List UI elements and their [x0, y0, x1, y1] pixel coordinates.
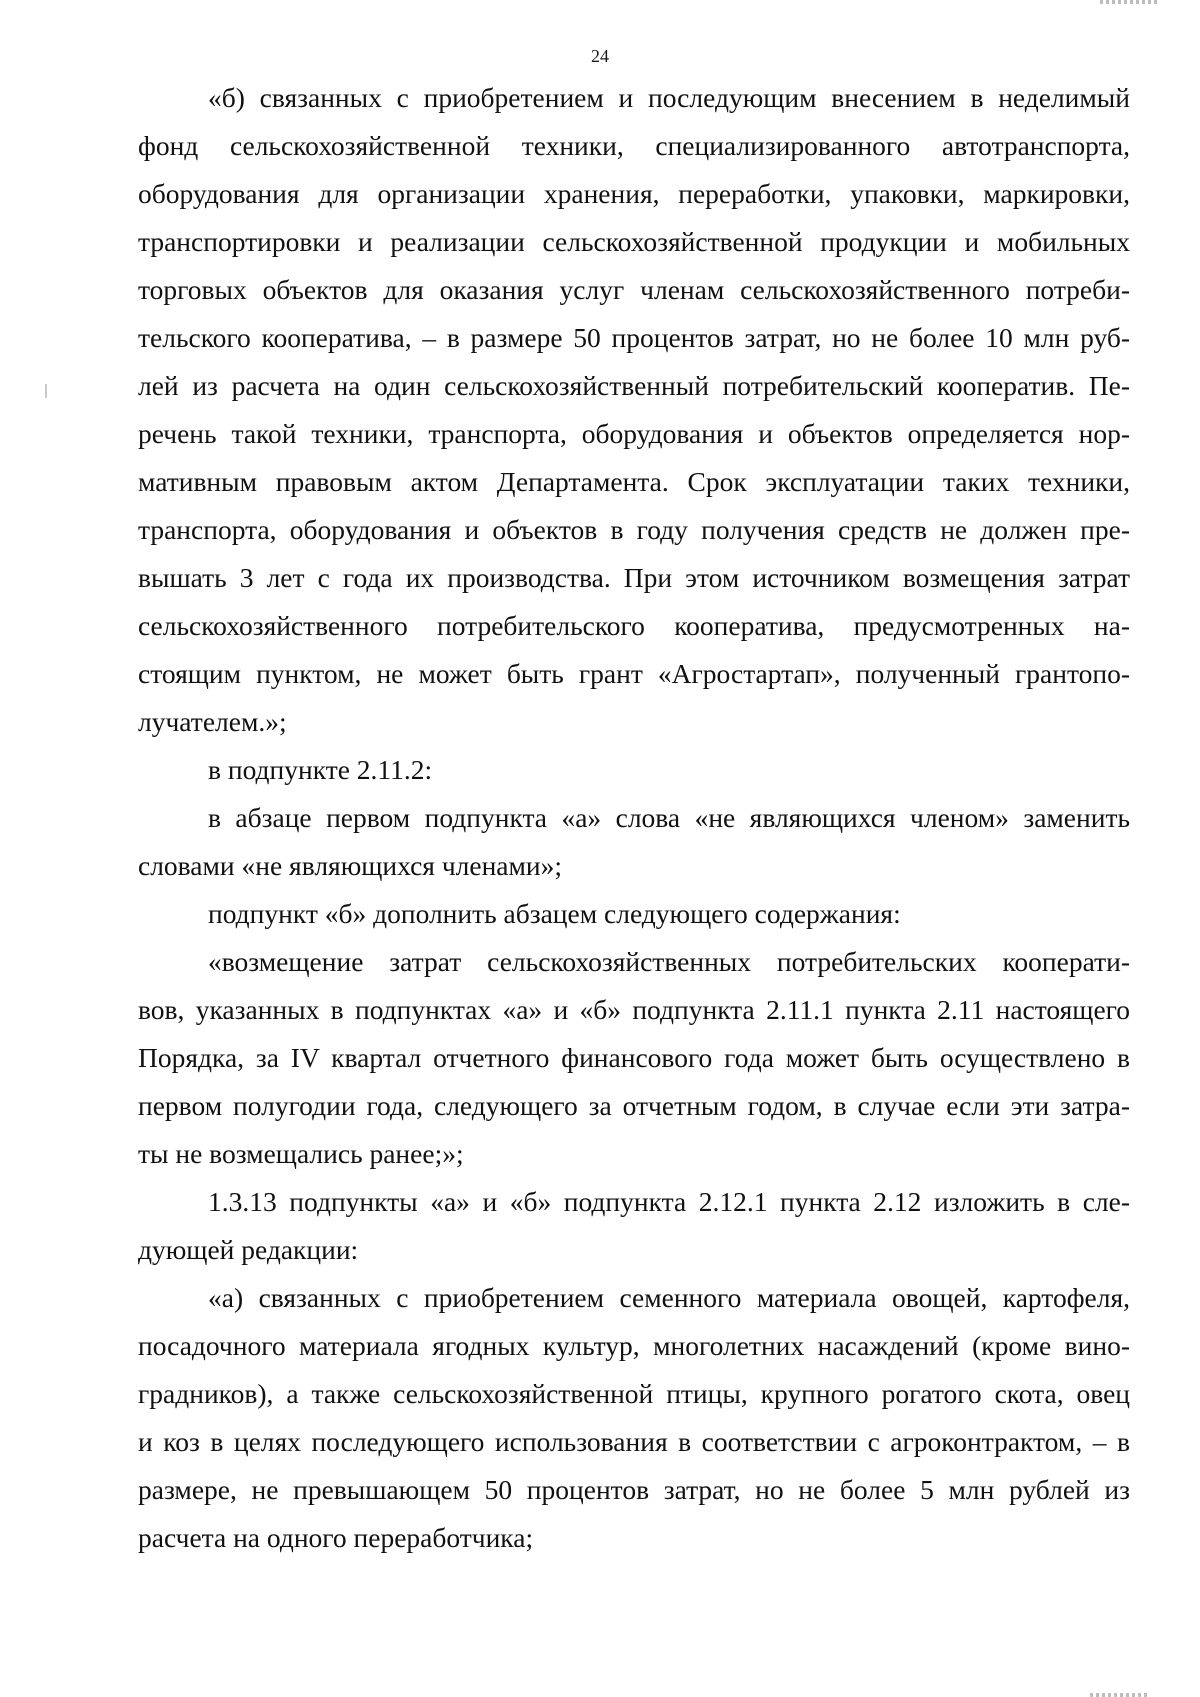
text-line: мативным правовым актом Департамента. Срок эксплуатации таких техники, — [138, 466, 1130, 497]
text-line: размере, не превышающем 50 процентов затрат, но не более 5 млн рублей из — [138, 1474, 1130, 1505]
paragraph — [138, 938, 1130, 1178]
text-line: тельского кооператива, – в размере 50 процентов затрат, но не более 10 млн руб- — [138, 322, 1130, 353]
text-line: 1.3.13 подпункты «а» и «б» подпункта 2.12.1 пункта 2.12 изложить в сле- — [208, 1186, 1130, 1217]
text-line: первом полугодии года, следующего за отчетным годом, в случае если эти затра- — [138, 1090, 1130, 1121]
paragraph — [138, 890, 1130, 938]
text-line: стоящим пунктом, не может быть грант «Агростартап», полученный грантопо- — [138, 658, 1130, 689]
text-line: вышать 3 лет с года их производства. При этом источником возмещения затрат — [138, 562, 1130, 593]
text-line: торговых объектов для оказания услуг членам сельскохозяйственного потреби- — [138, 274, 1130, 305]
text-line: подпункт «б» дополнить абзацем следующего содержания: — [208, 898, 901, 929]
text-line: посадочного материала ягодных культур, многолетних насаждений (кроме вино- — [138, 1330, 1130, 1361]
text-line: градников), а также сельскохозяйственной птицы, крупного рогатого скота, овец — [138, 1378, 1130, 1409]
paragraph — [138, 74, 1130, 746]
text-line: расчета на одного переработчика; — [138, 1522, 534, 1553]
text-line: «а) связанных с приобретением семенного материала овощей, картофеля, — [208, 1282, 1130, 1313]
text-line: транспорта, оборудования и объектов в году получения средств не должен пре- — [138, 514, 1130, 545]
text-line: лей из расчета на один сельскохозяйственный потребительский кооператив. Пе- — [138, 370, 1130, 401]
text-line: дующей редакции: — [138, 1234, 359, 1265]
paragraph — [138, 794, 1130, 890]
text-line: оборудования для организации хранения, переработки, упаковки, маркировки, — [138, 178, 1130, 209]
paragraph — [138, 746, 1130, 794]
text-line: в подпункте 2.11.2: — [208, 754, 433, 785]
text-line: и коз в целях последующего использования в соответствии с агроконтрактом, – в — [138, 1426, 1130, 1457]
text-line: ты не возмещались ранее;»; — [138, 1138, 464, 1169]
text-line: Порядка, за IV квартал отчетного финансового года может быть осуществлено в — [138, 1042, 1130, 1073]
text-line: словами «не являющихся членами»; — [138, 850, 563, 881]
paragraph — [138, 1274, 1130, 1562]
text-line: речень такой техники, транспорта, оборудования и объектов определяется нор- — [138, 418, 1130, 449]
text-line: в абзаце первом подпункта «а» слова «не являющихся членом» заменить — [208, 802, 1130, 833]
scan-artifact-bottom — [1090, 1693, 1150, 1697]
text-line: «возмещение затрат сельскохозяйственных потребительских кооперати- — [208, 946, 1130, 977]
page-number: 24 — [591, 46, 609, 66]
text-line: фонд сельскохозяйственной техники, специализированного автотранспорта, — [138, 130, 1130, 161]
text-line: лучателем.»; — [138, 706, 287, 737]
scan-artifact-top — [1100, 0, 1160, 4]
text-line: сельскохозяйственного потребительского кооператива, предусмотренных на- — [138, 610, 1130, 641]
scan-artifact-margin — [45, 384, 47, 398]
text-line: «б) связанных с приобретением и последующим внесением в неделимый — [208, 82, 1130, 113]
document-body — [138, 74, 1130, 1562]
text-line: транспортировки и реализации сельскохозяйственной продукции и мобильных — [138, 226, 1130, 257]
paragraph — [138, 1178, 1130, 1274]
text-line: вов, указанных в подпунктах «а» и «б» подпункта 2.11.1 пункта 2.11 настоящего — [138, 994, 1130, 1025]
